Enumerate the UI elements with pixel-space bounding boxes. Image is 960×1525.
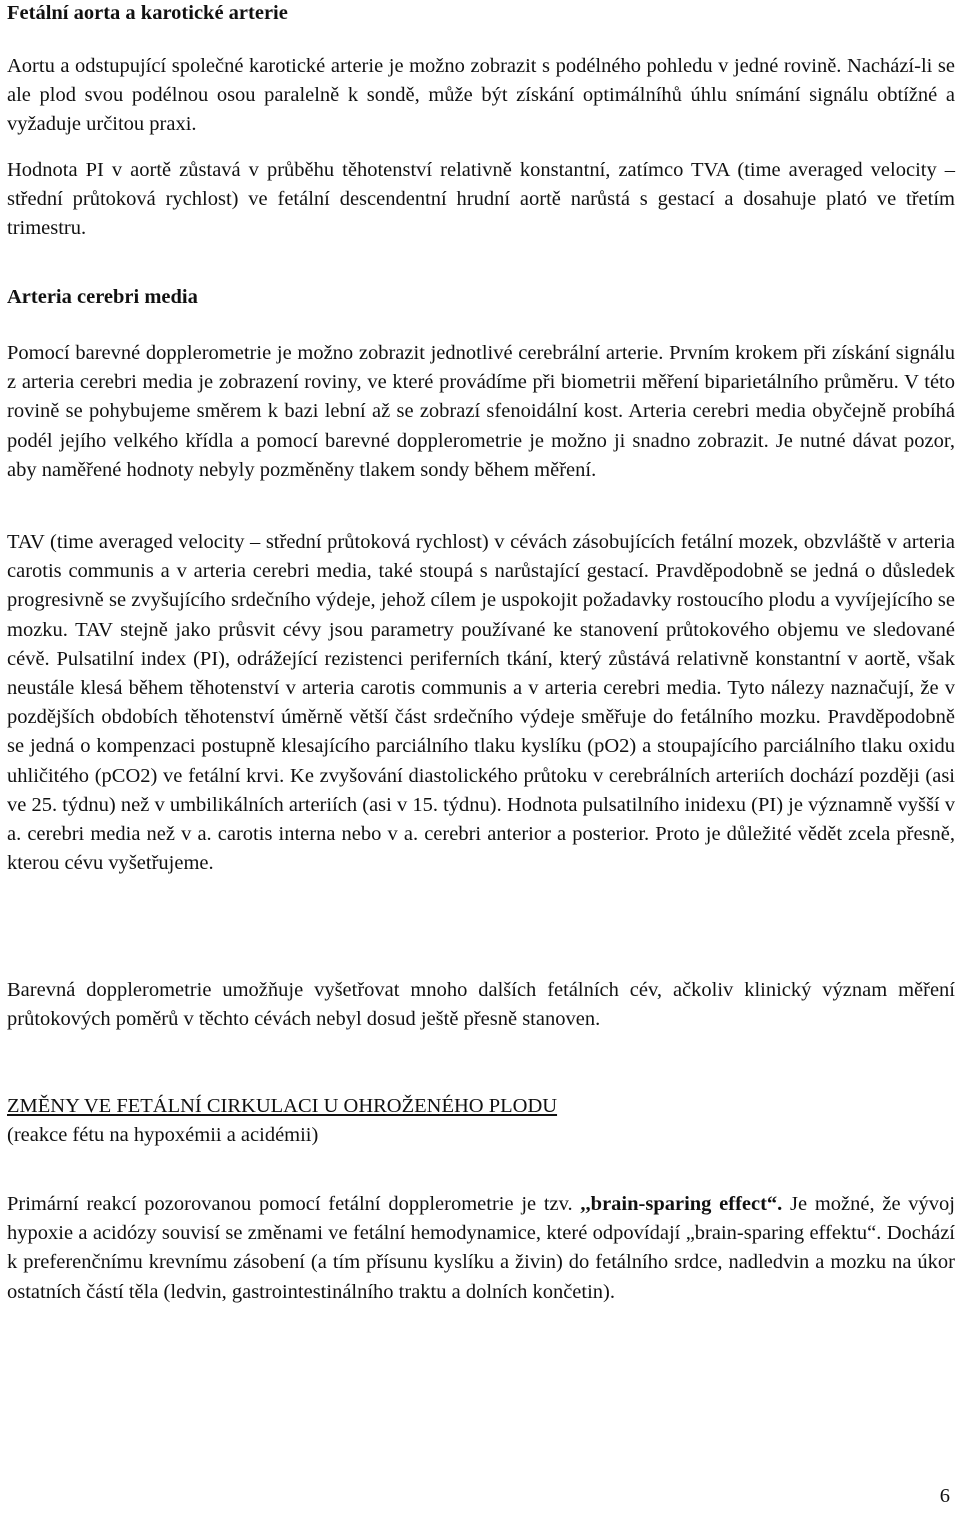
paragraph-5: Barevná dopplerometrie umožňuje vyšetřovat mnoho dalších fetálních cév, ačkoliv klinický význam měření průtokových poměrů v těchto cévách nebyl dosud ještě přesně stanoven. — [7, 979, 955, 1031]
paragraph-6-before: Primární reakcí pozorovanou pomocí fetální dopplerometrie je tzv. — [7, 1193, 581, 1215]
paragraph-4: TAV (time averaged velocity – střední průtoková rychlost) v cévách zásobujících fetální mozek, obzvláště v arteria carotis communis a v arteria cerebri media, také stoupá s narůstající gestací. Pravděpodobně se jedná o důsledek progresivně se zvyšujícího srdečního výdeje, jehož cílem je uspokojit požadavky rostoucího plodu a vyvíjejícího se mozku. TAV stejně jako průsvit cévy jsou parametry používané ke stanovení průtokového objemu ve sledované cévě. Pulsatilní index (PI), odrážející rezistenci periferních tkání, který zůstává relativně konstantní v aortě, však neustále klesá během těhotenství v arteria carotis communis a v arteria cerebri media. Tyto nálezy naznačují, že v pozdějších obdobích těhotenství úměrně větší část srdečního výdeje směřuje do fetálního mozku. Pravděpodobně se jedná o kompenzaci postupně klesajícího parciálního tlaku kyslíku (pO2) a stoupajícího parciálního tlaku oxidu uhličitého (pCO2) ve fetální krvi. Ke zvyšování diastolického průtoku v cerebrálních arteriích dochází později (asi ve 25. týdnu) než v umbilikálních arteriích (asi v 15. týdnu). Hodnota pulsatilního inidexu (PI) je významně vyšší v a. cerebri media než v a. carotis interna nebo v a. cerebri anterior a posterior. Proto je důležité vědět zcela přesně, kterou cévu vyšetřujeme. — [7, 531, 955, 875]
section-title: ZMĚNY VE FETÁLNÍ CIRKULACI U OHROŽENÉHO PLODU — [7, 1095, 558, 1117]
paragraph-3: Pomocí barevné dopplerometrie je možno zobrazit jednotlivé cerebrální arterie. Prvním krokem při získání signálu z arteria cerebri media je zobrazení roviny, ve které provádíme při biometrii měření biparietálního průměru. V této rovině se pohybujeme směrem k bazi lební až se zobrazí sfenoidální kost. Arteria cerebri media obyčejně probíhá podél jejího velkého křídla a pomocí barevné dopplerometrie je možno ji snadno zobrazit. Je nutné dávat pozor, aby naměřené hodnoty nebyly pozměněny tlakem sondy během měření. — [7, 342, 955, 481]
paragraph-6-after: Je možné, že vývoj hypoxie a acidózy souvisí se změnami ve fetální hemodynamice, které odpovídají „brain-sparing effektu“. Dochází k preferenčnímu krevnímu zásobení (a tím přísunu kyslíku a živin) do fetálního srdce, nadledvin a mozku na úkor ostatních částí těla (ledvin, gastrointestinálního traktu a dolních končetin). — [7, 1193, 955, 1303]
paragraph-2: Hodnota PI v aortě zůstavá v průběhu těhotenství relativně konstantní, zatímco TVA (time averaged velocity – střední průtoková rychlost) ve fetální descendentní hrudní aortě narůstá s gestací a dosahuje plató ve třetím trimestru. — [7, 159, 955, 240]
paragraph-6 — [7, 1190, 955, 1307]
heading: Fetální aorta a karotické arterie — [7, 2, 288, 24]
section-subtitle: (reakce fétu na hypoxémii a acidémii) — [7, 1124, 319, 1146]
paragraph-6-bold: ,,brain-sparing effect“. — [580, 1193, 783, 1215]
page-number: 6 — [939, 1485, 950, 1507]
subheading: Arteria cerebri media — [7, 286, 198, 308]
section-heading — [7, 1092, 557, 1150]
paragraph-1: Aortu a odstupující společné karotické arterie je možno zobrazit s podélného pohledu v jedné rovině. Nachází-li se ale plod svou podélnou osou paralelně k sondě, může být získání optimálníhů úhlu snímání signálu obtížné a vyžaduje určitou praxi. — [7, 55, 955, 136]
